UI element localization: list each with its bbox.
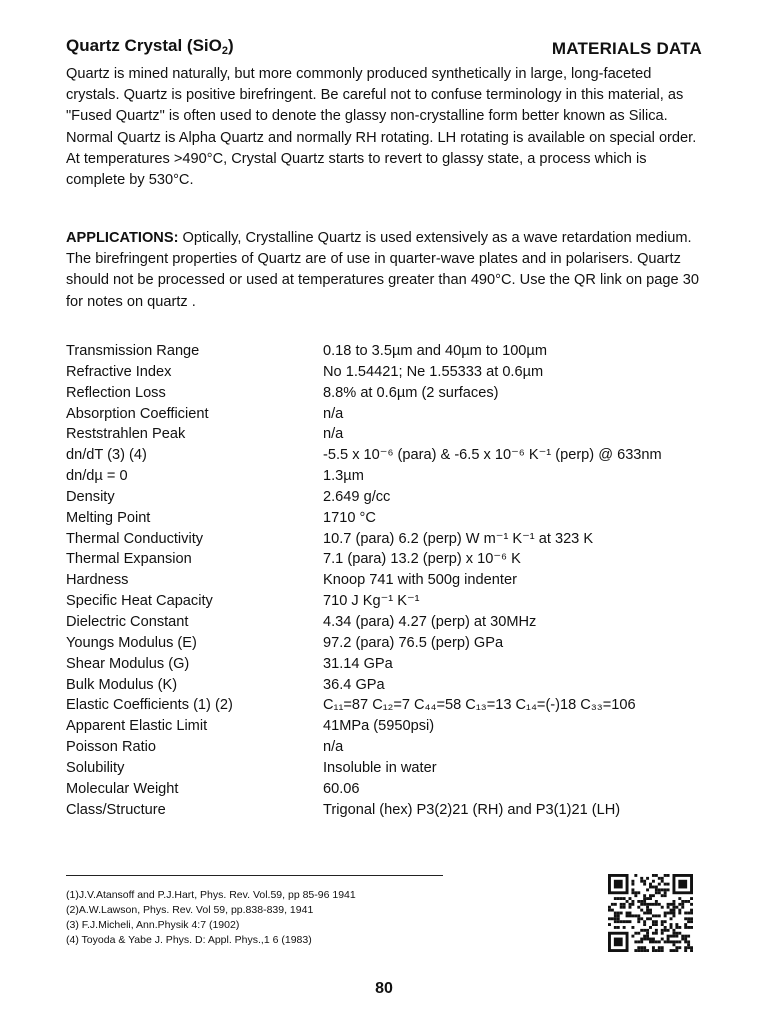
reference-item: (4) Toyoda & Yabe J. Phys. D: Appl. Phys.,1 6 (1983) [66, 934, 312, 946]
property-row [66, 383, 716, 404]
property-name: dn/dµ = 0 [66, 468, 128, 485]
property-value: n/a [323, 405, 344, 422]
property-value: 2.649 g/cc [323, 488, 391, 505]
property-name: Melting Point [66, 509, 151, 526]
property-row [66, 487, 716, 508]
property-name: Specific Heat Capacity [66, 593, 213, 610]
property-name: Reflection Loss [66, 384, 166, 401]
title-text: Quartz Crystal (SiO [66, 36, 222, 55]
property-row [66, 633, 716, 654]
property-value: Knoop 741 with 500g indenter [323, 572, 517, 589]
property-value: 97.2 (para) 76.5 (perp) GPa [323, 634, 504, 651]
property-name: Class/Structure [66, 801, 166, 818]
property-value: 1710 °C [323, 509, 376, 526]
property-row [66, 675, 716, 696]
property-row [66, 508, 716, 529]
property-value: 41MPa (5950psi) [323, 718, 435, 735]
property-row [66, 758, 716, 779]
property-name: Thermal Expansion [66, 551, 192, 568]
applications-label: APPLICATIONS: [66, 230, 179, 246]
property-row [66, 800, 716, 821]
property-name: Poisson Ratio [66, 739, 157, 756]
property-row [66, 362, 716, 383]
property-row [66, 424, 716, 445]
section-header: MATERIALS DATA [551, 39, 702, 58]
property-name: Absorption Coefficient [66, 405, 209, 422]
qr-code-icon[interactable] [608, 874, 693, 952]
property-row [66, 695, 716, 716]
property-row [66, 404, 716, 425]
reference-item: (2)A.W.Lawson, Phys. Rev. Vol 59, pp.838-839, 1941 [66, 904, 314, 916]
property-name: Transmission Range [66, 343, 200, 359]
properties-table [66, 341, 716, 820]
property-name: Shear Modulus (G) [66, 655, 190, 672]
property-value: C₁₁=87 C₁₂=7 C₄₄=58 C₁₃=13 C₁₄=(-)18 C₃₃=106 [323, 697, 636, 714]
applications-text: Optically, Crystalline Quartz is used extensively as a wave retardation medium. The birefringent properties of Quartz are of use in quarter-wave plates and in polarisers. Quartz should not be processed or used at temperatures greater than 490°C. Use the QR link on page 30 for notes on quartz . [66, 230, 699, 310]
page-number: 80 [375, 980, 393, 997]
property-name: dn/dT (3) (4) [66, 447, 147, 464]
property-row [66, 529, 716, 550]
property-value: 31.14 GPa [323, 655, 393, 672]
property-name: Molecular Weight [66, 780, 179, 797]
property-value: Insoluble in water [323, 759, 437, 776]
property-value: n/a [323, 739, 344, 756]
property-value: 4.34 (para) 4.27 (perp) at 30MHz [323, 613, 537, 630]
property-value: 0.18 to 3.5µm and 40µm to 100µm [323, 343, 547, 359]
property-row [66, 549, 716, 570]
property-row [66, 445, 716, 466]
property-name: Density [66, 488, 115, 505]
property-name: Refractive Index [66, 363, 172, 380]
property-row [66, 779, 716, 800]
property-row [66, 341, 716, 362]
title-close: ) [228, 36, 234, 55]
property-value: 1.3µm [323, 468, 364, 485]
property-row [66, 612, 716, 633]
property-name: Apparent Elastic Limit [66, 718, 208, 735]
property-value: No 1.54421; Ne 1.55333 at 0.6µm [323, 363, 544, 380]
property-name: Thermal Conductivity [66, 530, 204, 547]
intro-paragraph: Quartz is mined naturally, but more commonly produced synthetically in large, long-faceted crystals. Quartz is positive birefringent. Be careful not to confuse terminology in this material, as "Fused Quartz" is often used to denote the glassy non-crystalline form better known as Silica. Normal Quartz is Alpha Quartz and normally RH rotating. LH rotating is available on special order. At temperatures >490°C, Crystal Quartz starts to revert to glassy state, a process which is complete by 530°C. [66, 66, 697, 189]
property-row [66, 716, 716, 737]
property-row [66, 654, 716, 675]
footnote-divider [66, 875, 443, 876]
property-row [66, 466, 716, 487]
title-subscript: 2 [221, 45, 228, 57]
property-name: Bulk Modulus (K) [66, 676, 178, 693]
property-row [66, 570, 716, 591]
property-row [66, 591, 716, 612]
property-value: 36.4 GPa [323, 676, 385, 693]
property-value: Trigonal (hex) P3(2)21 (RH) and P3(1)21 (LH) [323, 801, 621, 818]
property-value: 7.1 (para) 13.2 (perp) x 10⁻⁶ K [323, 551, 521, 568]
reference-item: (3) F.J.Micheli, Ann.Physik 4:7 (1902) [66, 919, 240, 931]
references-list [66, 888, 356, 948]
property-name: Hardness [66, 572, 129, 589]
property-name: Reststrahlen Peak [66, 426, 186, 443]
applications-paragraph [66, 228, 706, 313]
property-value: 710 J Kg⁻¹ K⁻¹ [323, 593, 420, 610]
property-value: 8.8% at 0.6µm (2 surfaces) [323, 384, 499, 401]
property-row [66, 737, 716, 758]
property-value: n/a [323, 426, 344, 443]
property-name: Solubility [66, 759, 125, 776]
property-name: Youngs Modulus (E) [66, 634, 197, 651]
page-title [66, 36, 234, 57]
reference-item: (1)J.V.Atansoff and P.J.Hart, Phys. Rev. Vol.59, pp 85-96 1941 [66, 889, 356, 901]
property-value: -5.5 x 10⁻⁶ (para) & -6.5 x 10⁻⁶ K⁻¹ (perp) @ 633nm [323, 447, 662, 464]
property-value: 10.7 (para) 6.2 (perp) W m⁻¹ K⁻¹ at 323 K [323, 530, 594, 547]
property-name: Elastic Coefficients (1) (2) [66, 697, 233, 714]
property-value: 60.06 [323, 780, 360, 797]
property-name: Dielectric Constant [66, 613, 189, 630]
